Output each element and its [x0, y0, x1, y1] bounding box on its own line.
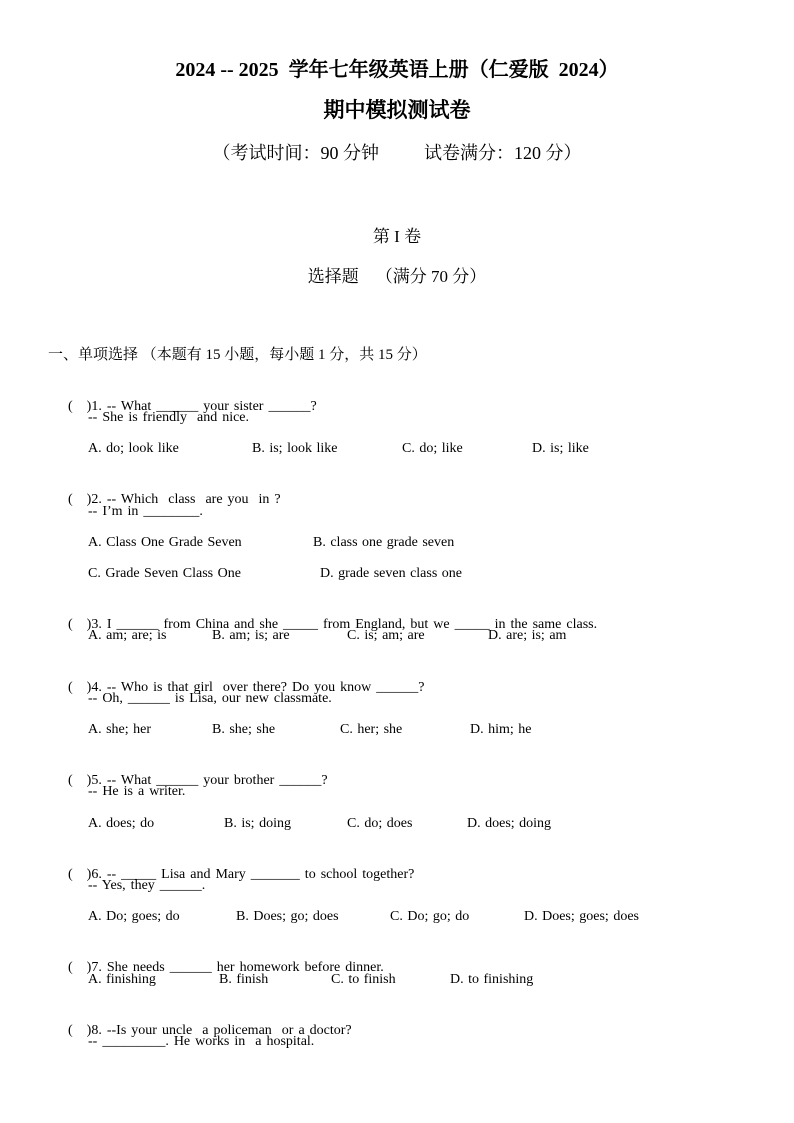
- question-1-response: -- She is friendly and nice.: [88, 410, 250, 425]
- question-1-option-c: C. do; like: [402, 441, 463, 456]
- question-8-response: -- _________. He works in a hospital.: [88, 1034, 315, 1049]
- part-label: 第 I 卷: [372, 227, 422, 246]
- question-6-option-b: B. Does; go; does: [236, 909, 339, 924]
- answer-bracket-close: ): [86, 492, 92, 507]
- question-2-option-c: C. Grade Seven Class One: [88, 566, 241, 581]
- question-7-option-d: D. to finishing: [450, 972, 534, 987]
- question-stem: 5. -- What ______ your brother ______?: [91, 773, 328, 788]
- answer-bracket-close: ): [86, 1023, 92, 1038]
- answer-bracket-close: ): [86, 960, 92, 975]
- answer-bracket-close: ): [86, 680, 92, 695]
- question-4-option-b: B. she; she: [212, 722, 276, 737]
- question-3-option-a: A. am; are; is: [88, 628, 167, 643]
- question-1: [48, 377, 317, 437]
- answer-bracket-open: (: [68, 492, 73, 507]
- question-3-option-c: C. is; am; are: [347, 628, 425, 643]
- section-heading: 一、单项选择 （本题有 15 小题，每小题 1 分，共 15 分）: [48, 347, 427, 363]
- question-stem: 3. I ______ from China and she _____ from England, but we _____ in the same class.: [91, 617, 598, 632]
- question-5-option-a: A. does; do: [88, 816, 155, 831]
- exam-info: （考试时间：90 分钟 试卷满分：120 分）: [212, 143, 582, 163]
- section-title: 选择题 （满分 70 分）: [307, 267, 487, 286]
- question-stem: 2. -- Which class are you in ?: [91, 492, 281, 507]
- question-4: [48, 658, 424, 718]
- question-5-response: -- He is a writer.: [88, 784, 186, 799]
- question-stem: 8. --Is your uncle a policeman or a doctor?: [91, 1023, 352, 1038]
- question-1-option-a: A. do; look like: [88, 441, 179, 456]
- answer-bracket-open: (: [68, 1023, 73, 1038]
- question-8: [48, 1001, 352, 1061]
- question-1-option-d: D. is; like: [532, 441, 589, 456]
- question-5: [48, 751, 328, 811]
- question-7-option-a: A. finishing: [88, 972, 156, 987]
- answer-bracket-close: ): [86, 617, 92, 632]
- question-stem: 6. -- _____ Lisa and Mary _______ to school together?: [91, 867, 415, 882]
- answer-bracket-close: ): [86, 399, 92, 414]
- question-4-option-a: A. she; her: [88, 722, 152, 737]
- question-6-response: -- Yes, they ______.: [88, 878, 206, 893]
- question-2-option-b: B. class one grade seven: [313, 535, 455, 550]
- question-6-option-c: C. Do; go; do: [390, 909, 470, 924]
- question-6-option-d: D. Does; goes; does: [524, 909, 639, 924]
- exam-title: 2024 -- 2025 学年七年级英语上册（仁爱版 2024）: [175, 59, 619, 81]
- question-4-option-d: D. him; he: [470, 722, 532, 737]
- question-2-option-d: D. grade seven class one: [320, 566, 463, 581]
- question-3-option-d: D. are; is; am: [488, 628, 567, 643]
- answer-bracket-open: (: [68, 680, 73, 695]
- answer-bracket-close: ): [86, 867, 92, 882]
- answer-bracket-open: (: [68, 773, 73, 788]
- answer-bracket-open: (: [68, 399, 73, 414]
- question-2-option-a: A. Class One Grade Seven: [88, 535, 242, 550]
- question-6: [48, 845, 414, 905]
- question-stem: 4. -- Who is that girl over there? Do you know ______?: [91, 680, 425, 695]
- question-7-option-b: B. finish: [219, 972, 269, 987]
- question-2-response: -- I’m in ________.: [88, 504, 203, 519]
- question-4-response: -- Oh, ______ is Lisa, our new classmate.: [88, 691, 332, 706]
- question-stem: 7. She needs ______ her homework before dinner.: [91, 960, 384, 975]
- question-3-option-b: B. am; is; are: [212, 628, 290, 643]
- question-5-option-d: D. does; doing: [467, 816, 552, 831]
- question-1-option-b: B. is; look like: [252, 441, 338, 456]
- question-5-option-b: B. is; doing: [224, 816, 291, 831]
- answer-bracket-open: (: [68, 960, 73, 975]
- question-7-option-c: C. to finish: [331, 972, 396, 987]
- question-5-option-c: C. do; does: [347, 816, 413, 831]
- question-stem: 1. -- What ______ your sister ______?: [91, 399, 317, 414]
- exam-subtitle: 期中模拟测试卷: [323, 98, 471, 122]
- answer-bracket-open: (: [68, 617, 73, 632]
- question-3: [48, 595, 597, 655]
- answer-bracket-close: ): [86, 773, 92, 788]
- answer-bracket-open: (: [68, 867, 73, 882]
- question-4-option-c: C. her; she: [340, 722, 403, 737]
- question-6-option-a: A. Do; goes; do: [88, 909, 180, 924]
